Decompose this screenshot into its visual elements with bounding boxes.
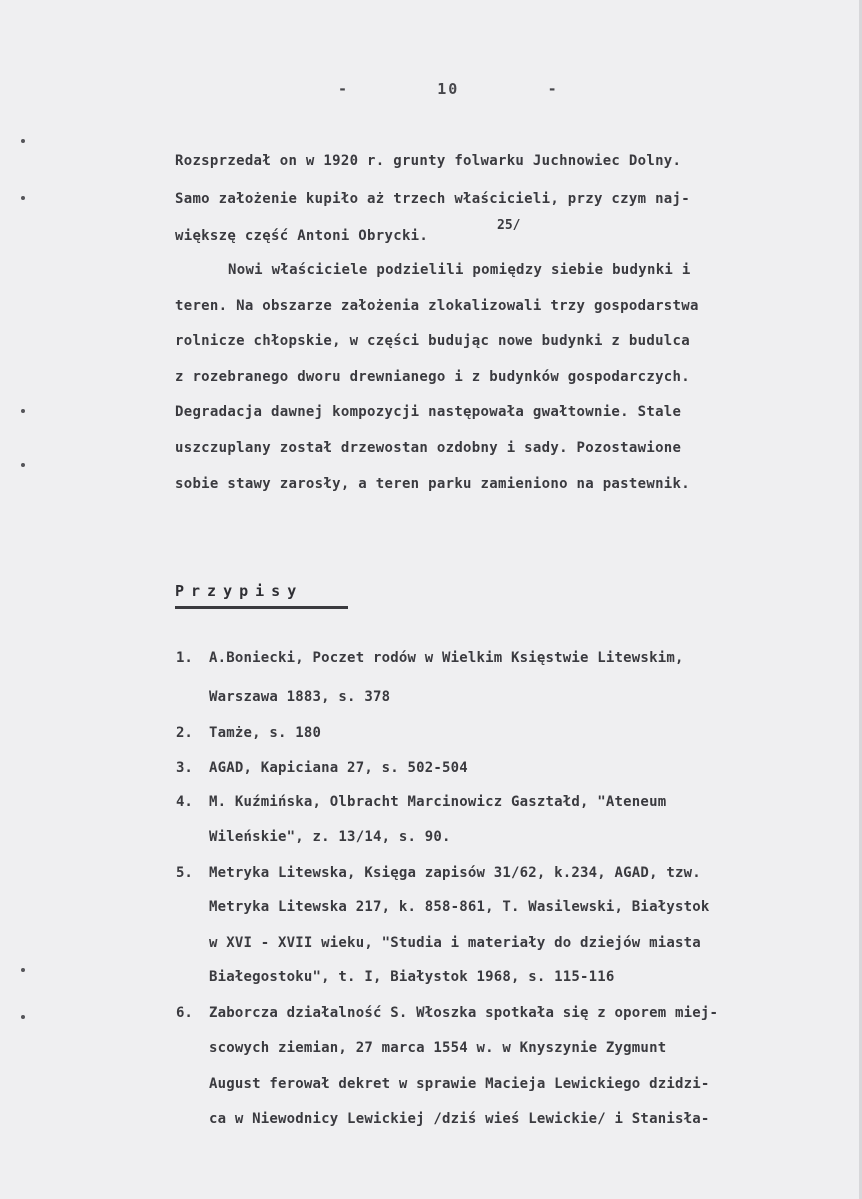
- footnote-number: 2.: [176, 725, 193, 741]
- body-line: większę część Antoni Obrycki.: [175, 228, 429, 244]
- margin-dot: [21, 409, 25, 413]
- footnote-line: w XVI - XVII wieku, "Studia i materiały do dziejów miasta: [209, 935, 701, 951]
- margin-dot: [21, 196, 25, 200]
- heading-underline: [175, 606, 348, 609]
- footnotes-heading: Przypisy: [175, 582, 304, 600]
- margin-dot: [21, 463, 25, 467]
- footnote-line: AGAD, Kapiciana 27, s. 502-504: [209, 760, 468, 776]
- footnote-line: Tamże, s. 180: [209, 725, 322, 741]
- footnote-number: 1.: [176, 650, 193, 666]
- footnote-number: 3.: [176, 760, 193, 776]
- body-line: uszczuplany został drzewostan ozdobny i sady. Pozostawione: [175, 440, 682, 456]
- footnote-line: A.Boniecki, Poczet rodów w Wielkim Księstwie Litewskim,: [209, 650, 684, 666]
- footnote-line: scowych ziemian, 27 marca 1554 w. w Knyszynie Zygmunt: [209, 1040, 667, 1056]
- body-line: Nowi właściciele podzielili pomiędzy siebie budynki i: [228, 262, 691, 278]
- margin-dot: [21, 968, 25, 972]
- page-number: - 10 -: [338, 80, 559, 98]
- footnote-number: 4.: [176, 794, 193, 810]
- footnote-reference: 25/: [497, 218, 521, 233]
- footnote-line: M. Kuźmińska, Olbracht Marcinowicz Gaształd, "Ateneum: [209, 794, 667, 810]
- body-line: sobie stawy zarosły, a teren parku zamieniono na pastewnik.: [175, 476, 690, 492]
- footnote-number: 5.: [176, 865, 193, 881]
- footnote-line: Białegostoku", t. I, Białystok 1968, s. 115-116: [209, 969, 615, 985]
- footnote-line: August ferował dekret w sprawie Macieja Lewickiego dzidzi-: [209, 1076, 710, 1092]
- margin-dot: [21, 1015, 25, 1019]
- footnote-line: Warszawa 1883, s. 378: [209, 689, 391, 705]
- footnote-line: Zaborcza działalność S. Włoszka spotkała się z oporem miej-: [209, 1005, 719, 1021]
- footnote-number: 6.: [176, 1005, 193, 1021]
- body-line: Degradacja dawnej kompozycji następowała gwałtownie. Stale: [175, 404, 682, 420]
- body-line: z rozebranego dworu drewnianego i z budynków gospodarczych.: [175, 369, 690, 385]
- body-line: teren. Na obszarze założenia zlokalizowali trzy gospodarstwa: [175, 298, 699, 314]
- footnote-line: Metryka Litewska 217, k. 858-861, T. Wasilewski, Białystok: [209, 899, 710, 915]
- body-line: Samo założenie kupiło aż trzech właścicieli, przy czym naj-: [175, 191, 690, 207]
- body-line: rolnicze chłopskie, w części budując nowe budynki z budulca: [175, 333, 690, 349]
- body-line: Rozsprzedał on w 1920 r. grunty folwarku Juchnowiec Dolny.: [175, 153, 682, 169]
- footnote-line: ca w Niewodnicy Lewickiej /dziś wieś Lewickie/ i Stanisła-: [209, 1111, 710, 1127]
- footnote-line: Wileńskie", z. 13/14, s. 90.: [209, 829, 451, 845]
- footnote-line: Metryka Litewska, Księga zapisów 31/62, k.234, AGAD, tzw.: [209, 865, 701, 881]
- margin-dot: [21, 139, 25, 143]
